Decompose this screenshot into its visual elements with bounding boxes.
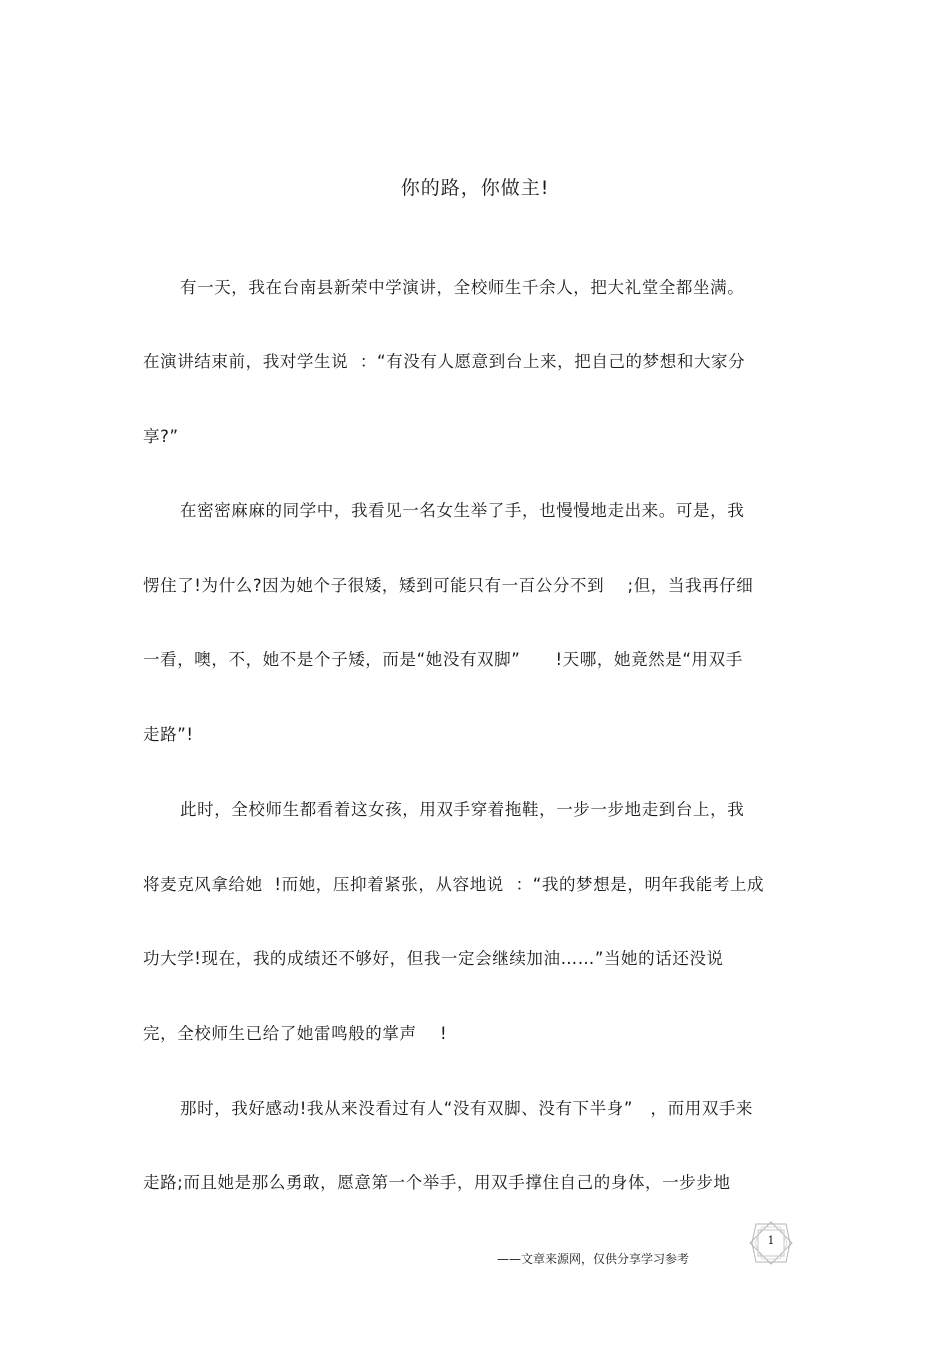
body-line: 走路;而且她是那么勇敢，愿意第一个举手，用双手撑住自己的身体，一步步地 xyxy=(143,1173,731,1192)
body-line: 那时，我好感动!我从来没看过有人“没有双脚、没有下半身” ，而用双手来 xyxy=(180,1099,754,1118)
footer-source-note: ——文章来源网，仅供分享学习参考 xyxy=(497,1252,690,1266)
document-title: 你的路，你做主! xyxy=(400,177,550,199)
body-line: 将麦克风拿给她 !而她，压抑着紧张，从容地说 ：“我的梦想是，明年我能考上成 xyxy=(143,875,765,894)
body-line: 此时，全校师生都看着这女孩，用双手穿着拖鞋，一步一步地走到台上，我 xyxy=(180,800,745,819)
body-line: 功大学!现在，我的成绩还不够好，但我一定会继续加油……”当她的话还没说 xyxy=(143,949,724,968)
page-number: 1 xyxy=(767,1234,775,1247)
body-line: 有一天，我在台南县新荣中学演讲，全校师生千余人，把大礼堂全都坐满。 xyxy=(180,278,745,297)
body-line: 走路”! xyxy=(143,725,194,744)
body-line: 完，全校师生已给了她雷鸣般的掌声 ! xyxy=(143,1024,448,1043)
body-line: 在演讲结束前，我对学生说 ：“有没有人愿意到台上来，把自己的梦想和大家分 xyxy=(143,352,746,371)
body-line: 在密密麻麻的同学中，我看见一名女生举了手，也慢慢地走出来。可是，我 xyxy=(180,501,745,520)
body-line: 一看，噢，不，她不是个子矮，而是“她没有双脚” !天哪，她竟然是“用双手 xyxy=(143,650,743,669)
body-line: 愣住了!为什么?因为她个子很矮，矮到可能只有一百公分不到 ;但，当我再仔细 xyxy=(143,576,754,595)
body-line: 享?” xyxy=(143,427,179,446)
